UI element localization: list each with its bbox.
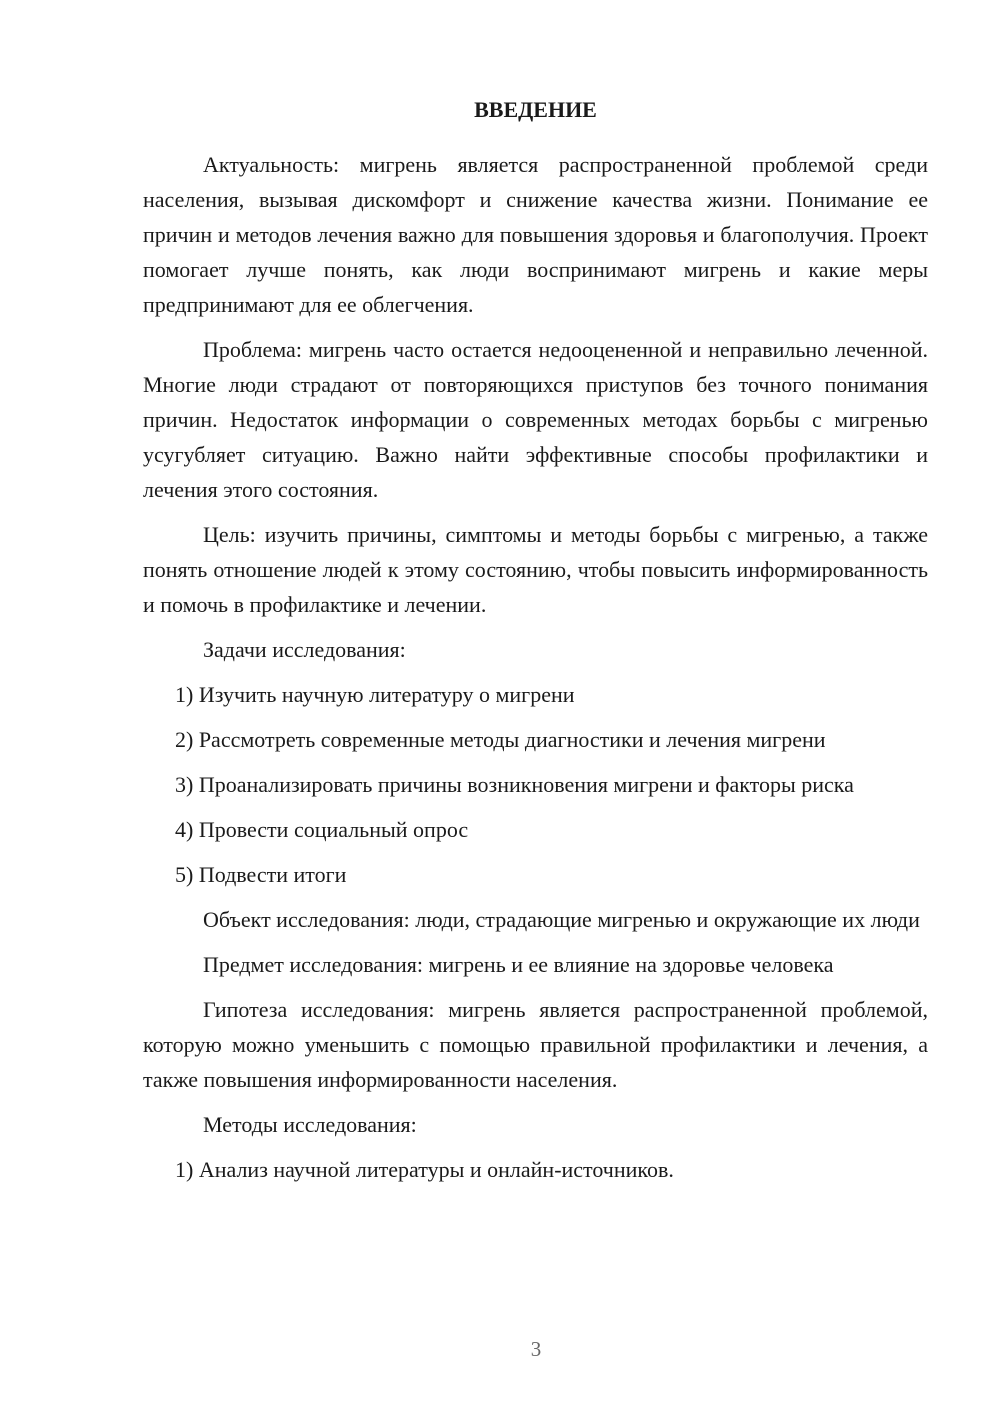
task-item: 2) Рассмотреть современные методы диагностики и лечения мигрени	[175, 727, 826, 752]
task-item: 5) Подвести итоги	[175, 862, 347, 887]
task-item: 3) Проанализировать причины возникновения мигрени и факторы риска	[175, 772, 854, 797]
page-content	[143, 92, 928, 1197]
subject-paragraph: Предмет исследования: мигрень и ее влияние на здоровье человека	[203, 952, 834, 977]
object-paragraph: Объект исследования: люди, страдающие мигренью и окружающие их люди	[203, 907, 920, 932]
hypothesis-paragraph: Гипотеза исследования: мигрень является распространенной проблемой, которую можно уменьшить с помощью правильной профилактики и лечения, а также повышения информированности населения.	[143, 997, 928, 1092]
relevance-paragraph: Актуальность: мигрень является распространенной проблемой среди населения, вызывая дискомфорт и снижение качества жизни. Понимание ее причин и методов лечения важно для повышения здоровья и благополучия. Проект помогает лучше понять, как люди воспринимают мигрень и какие меры предпринимают для ее облегчения.	[143, 152, 928, 317]
method-item: 1) Анализ научной литературы и онлайн-источников.	[175, 1157, 674, 1182]
methods-heading: Методы исследования:	[203, 1112, 417, 1137]
page-number: 3	[530, 1337, 542, 1361]
section-title: ВВЕДЕНИЕ	[474, 97, 597, 122]
goal-paragraph: Цель: изучить причины, симптомы и методы борьбы с мигренью, а также понять отношение людей к этому состоянию, чтобы повысить информированность и помочь в профилактике и лечении.	[143, 522, 928, 617]
tasks-heading: Задачи исследования:	[203, 637, 406, 662]
task-item: 4) Провести социальный опрос	[175, 817, 469, 842]
task-item: 1) Изучить научную литературу о мигрени	[175, 682, 575, 707]
problem-paragraph: Проблема: мигрень часто остается недооцененной и неправильно леченной. Многие люди страдают от повторяющихся приступов без точного понимания причин. Недостаток информации о современных методах борьбы с мигренью усугубляет ситуацию. Важно найти эффективные способы профилактики и лечения этого состояния.	[143, 337, 928, 502]
